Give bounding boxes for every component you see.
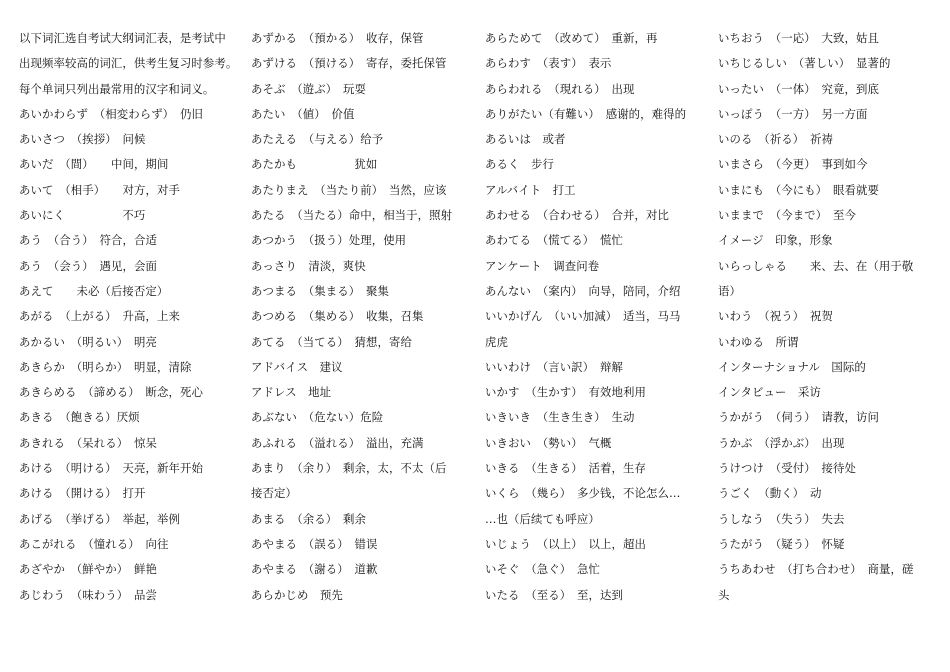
vocab-line: あう （会う） 遇见，会面 bbox=[19, 258, 157, 273]
vocab-column-4 bbox=[718, 26, 940, 608]
vocab-line: インタビュー 采访 bbox=[718, 385, 821, 400]
vocab-line: いいわけ （言い訳） 辩解 bbox=[485, 359, 623, 374]
vocab-line: うかぶ （浮かぶ） 出现 bbox=[718, 435, 845, 450]
vocab-line: 语） bbox=[718, 283, 741, 298]
vocab-line: ありがたい（有難い） 感谢的，难得的 bbox=[485, 106, 687, 121]
vocab-line: あたえる （与える）给予 bbox=[251, 132, 384, 147]
vocab-line: あるく 步行 bbox=[485, 157, 554, 172]
vocab-line: いまにも （今にも） 眼看就要 bbox=[718, 182, 879, 197]
vocab-line: あやまる （誤る） 错误 bbox=[251, 536, 378, 551]
vocab-line: あそぶ （遊ぶ） 玩耍 bbox=[251, 81, 366, 96]
vocab-line: あるいは 或者 bbox=[485, 132, 566, 147]
vocab-line: あやまる （謝る） 道歉 bbox=[251, 562, 378, 577]
vocab-line: あきらめる （諦める） 断念，死心 bbox=[19, 385, 203, 400]
vocab-line: あいさつ （挨拶） 问候 bbox=[19, 132, 146, 147]
vocab-line: うごく （動く） 动 bbox=[718, 486, 822, 501]
vocab-line: いくら （幾ら） 多少钱，不论怎么… bbox=[485, 486, 681, 501]
vocab-line: いきおい （勢い） 气概 bbox=[485, 435, 612, 450]
vocab-line: うしなう （失う） 失去 bbox=[718, 511, 845, 526]
vocab-line: あんない （案内） 向导，陪同，介绍 bbox=[485, 283, 681, 298]
vocab-line: アドバイス 建议 bbox=[251, 359, 343, 374]
vocab-line: いちじるしい （著しい） 显著的 bbox=[718, 56, 891, 71]
vocab-line: 头 bbox=[718, 587, 730, 602]
vocab-line: あずかる （預かる） 收存，保管 bbox=[251, 31, 424, 45]
vocab-line: いそぐ （急ぐ） 急忙 bbox=[485, 562, 600, 577]
vocab-line: あたかも 犹如 bbox=[251, 157, 378, 172]
vocab-line: あきる （飽きる）厌烦 bbox=[19, 410, 140, 425]
vocab-line: うけつけ （受付） 接待处 bbox=[718, 461, 856, 476]
vocab-line: いわゆる 所谓 bbox=[718, 334, 799, 349]
vocab-line: あっさり 清淡，爽快 bbox=[251, 258, 366, 273]
vocab-line: あける （開ける） 打开 bbox=[19, 486, 146, 501]
vocab-line: いきる （生きる） 活着，生存 bbox=[485, 461, 646, 476]
vocab-line: インターナショナル 国际的 bbox=[718, 359, 866, 374]
vocab-line: あいて （相手） 对方，对手 bbox=[19, 182, 180, 197]
vocab-line: あまる （余る） 剩余 bbox=[251, 511, 366, 526]
vocab-line: あわてる （慌てる） 慌忙 bbox=[485, 233, 623, 248]
vocab-line: あらためて （改めて） 重新，再 bbox=[485, 31, 658, 45]
vocab-line: あてる （当てる） 猜想，寄给 bbox=[251, 334, 412, 349]
vocab-line: あふれる （溢れる） 溢出，充满 bbox=[251, 435, 424, 450]
vocab-line: いきいき （生き生き） 生动 bbox=[485, 410, 635, 425]
vocab-line: あいにく 不巧 bbox=[19, 208, 146, 223]
vocab-line: あかるい （明るい） 明亮 bbox=[19, 334, 157, 349]
vocab-line: いままで （今まで） 至今 bbox=[718, 208, 856, 223]
vocab-line: あずける （預ける） 寄存，委托保管 bbox=[251, 56, 447, 71]
vocab-line: あがる （上がる） 升高，上来 bbox=[19, 309, 180, 324]
vocab-line: あらかじめ 预先 bbox=[251, 587, 343, 602]
vocab-line: アンケート 调查问卷 bbox=[485, 258, 600, 273]
vocab-line: いたる （至る） 至，达到 bbox=[485, 587, 623, 602]
vocab-line: イメージ 印象，形象 bbox=[718, 233, 833, 248]
vocab-line: あいだ （間） 中间，期间 bbox=[19, 157, 169, 172]
vocab-line: あわせる （合わせる） 合并，对比 bbox=[485, 208, 669, 223]
vocab-line: あまり （余り） 剩余，太，不太（后 bbox=[251, 461, 447, 476]
vocab-line: アドレス 地址 bbox=[251, 385, 332, 400]
vocab-column-3 bbox=[485, 26, 710, 608]
vocab-line: アルバイト 打工 bbox=[485, 182, 576, 197]
vocab-line: あつかう （扱う）处理，使用 bbox=[251, 233, 407, 248]
vocab-line: 每个单词只列出最常用的汉字和词义。 bbox=[19, 81, 215, 96]
vocab-line: あげる （挙げる） 举起，举例 bbox=[19, 511, 180, 526]
vocab-line: あつめる （集める） 收集，召集 bbox=[251, 309, 424, 324]
vocab-line: いじょう （以上） 以上，超出 bbox=[485, 536, 646, 551]
vocab-line: あける （明ける） 天亮，新年开始 bbox=[19, 461, 203, 476]
vocab-line: いっぽう （一方） 另一方面 bbox=[718, 106, 868, 121]
vocab-line: 虎虎 bbox=[485, 334, 508, 349]
vocab-line: 接否定） bbox=[251, 486, 297, 501]
vocab-line: いらっしゃる 来、去、在（用于敬 bbox=[718, 258, 914, 273]
vocab-line: あらわす （表す） 表示 bbox=[485, 56, 612, 71]
vocab-line: あらわれる （現れる） 出现 bbox=[485, 81, 635, 96]
vocab-line: あう （合う） 符合，合适 bbox=[19, 233, 157, 248]
vocab-line: あたい （値） 价值 bbox=[251, 106, 355, 121]
vocab-line: いったい （一体） 究竟，到底 bbox=[718, 81, 879, 96]
vocab-line: あざやか （鮮やか） 鲜艳 bbox=[19, 562, 157, 577]
vocab-line: あたる （当たる）命中，相当于，照射 bbox=[251, 208, 453, 223]
vocab-column-1 bbox=[19, 26, 241, 608]
vocab-line: いかす （生かす） 有效地利用 bbox=[485, 385, 646, 400]
vocab-line: 以下词汇选自考试大纲词汇表，是考试中 bbox=[19, 31, 226, 45]
vocab-line: あえて 未必（后接否定） bbox=[19, 283, 169, 298]
vocab-line: あきれる （呆れる） 惊呆 bbox=[19, 435, 157, 450]
vocab-line: いまさら （今更） 事到如今 bbox=[718, 157, 868, 172]
vocab-line: いのる （祈る） 祈祷 bbox=[718, 132, 833, 147]
vocab-line: 出现频率较高的词汇，供考生复习时参考。 bbox=[19, 56, 238, 71]
vocab-line: いわう （祝う） 祝贺 bbox=[718, 309, 833, 324]
vocab-line: うかがう （伺う） 请教，访问 bbox=[718, 410, 879, 425]
vocab-line: いいかげん （いい加減） 适当，马马 bbox=[485, 309, 681, 324]
vocab-line: あたりまえ （当たり前） 当然，应该 bbox=[251, 182, 447, 197]
vocab-line: うたがう （疑う） 怀疑 bbox=[718, 536, 845, 551]
vocab-line: あつまる （集まる） 聚集 bbox=[251, 283, 389, 298]
vocab-line: あいかわらず （相変わらず） 仍旧 bbox=[19, 106, 203, 121]
vocab-line: あじわう （味わう） 品尝 bbox=[19, 587, 157, 602]
vocab-line: あきらか （明らか） 明显，清除 bbox=[19, 359, 192, 374]
vocab-line: あこがれる （憧れる） 向往 bbox=[19, 536, 169, 551]
vocab-line: あぶない （危ない）危险 bbox=[251, 410, 384, 425]
vocab-column-2 bbox=[251, 26, 476, 608]
vocab-line: …也（后续ても呼应） bbox=[485, 511, 600, 526]
vocab-line: うちあわせ （打ち合わせ） 商量，磋 bbox=[718, 562, 914, 577]
vocab-line: いちおう （一応） 大致，姑且 bbox=[718, 31, 879, 45]
